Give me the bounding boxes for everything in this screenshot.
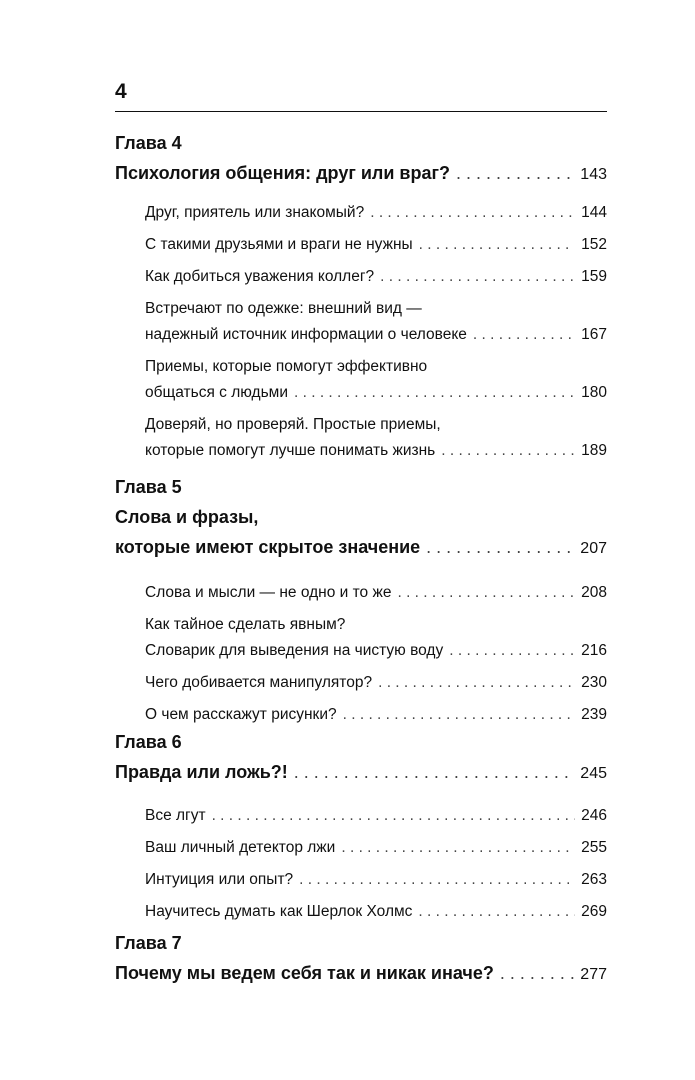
chapter-title[interactable]: [115, 532, 607, 562]
chapter-7: [115, 928, 607, 988]
entry-title-line: Встречают по одежке: внешний вид —: [145, 300, 422, 317]
entry-page-number: 239: [581, 706, 607, 723]
entry-title: Ваш личный детектор лжи: [145, 839, 336, 856]
dot-leader: [418, 899, 575, 925]
dot-leader: [426, 532, 574, 562]
toc-entry[interactable]: [145, 803, 607, 829]
entry-title: которые помогут лучше понимать жизнь: [145, 442, 436, 459]
entry-page-number: 152: [581, 236, 607, 253]
dot-leader: [397, 580, 575, 606]
toc-entry[interactable]: [145, 899, 607, 925]
entry-page-number: 263: [581, 871, 607, 888]
chapter-title-text: которые имеют скрытое значение: [115, 537, 421, 557]
entry-page-number: 180: [581, 384, 607, 401]
dot-leader: [449, 638, 575, 664]
toc-entry[interactable]: [145, 612, 607, 664]
entry-title: О чем расскажут рисунки?: [145, 706, 337, 723]
entry-page-number: 255: [581, 839, 607, 856]
chapter-title[interactable]: [115, 958, 607, 988]
chapter-title[interactable]: [115, 158, 607, 188]
chapter-5: [115, 472, 607, 728]
chapter-title[interactable]: [115, 757, 607, 787]
entry-title: С такими друзьями и враги не нужны: [145, 236, 413, 253]
chapter-label: Глава 5: [115, 477, 182, 497]
dot-leader: [378, 670, 575, 696]
chapter-6: [115, 727, 607, 925]
dot-leader: [294, 757, 575, 787]
toc-entry[interactable]: [145, 670, 607, 696]
entry-title-line: Доверяй, но проверяй. Простые приемы,: [145, 416, 441, 433]
toc-entry[interactable]: [145, 412, 607, 464]
toc-entry[interactable]: [145, 702, 607, 728]
toc-entry[interactable]: [145, 264, 607, 290]
entry-title: Словарик для выведения на чистую воду: [145, 642, 444, 659]
entry-title: Слова и мысли — не одно и то же: [145, 584, 392, 601]
chapter-title-text: Психология общения: друг или враг?: [115, 163, 450, 183]
chapter-title-first-line[interactable]: Слова и фразы,: [115, 507, 259, 527]
dot-leader: [473, 322, 575, 348]
chapter-label: Глава 6: [115, 732, 182, 752]
dot-leader: [441, 438, 575, 464]
entry-title: общаться с людьми: [145, 384, 288, 401]
dot-leader: [343, 702, 576, 728]
chapter-4: [115, 128, 607, 464]
dot-leader: [370, 200, 575, 226]
chapter-title-text: Почему мы ведем себя так и никак иначе?: [115, 963, 494, 983]
entry-page-number: 159: [581, 268, 607, 285]
dot-leader: [500, 958, 574, 988]
dot-leader: [299, 867, 575, 893]
entry-page-number: 189: [581, 442, 607, 459]
toc-entry[interactable]: [145, 835, 607, 861]
entry-title: Все лгут: [145, 807, 206, 824]
entry-page-number: 269: [581, 903, 607, 920]
entry-page-number: 167: [581, 326, 607, 343]
dot-leader: [294, 380, 575, 406]
entry-page-number: 230: [581, 674, 607, 691]
entry-title: Как добиться уважения коллег?: [145, 268, 375, 285]
toc-entry[interactable]: [145, 867, 607, 893]
dot-leader: [212, 803, 576, 829]
dot-leader: [341, 835, 575, 861]
toc-entry[interactable]: [145, 296, 607, 348]
toc-entry[interactable]: [145, 200, 607, 226]
header-rule: [115, 111, 607, 112]
chapter-title-text: Правда или ложь?!: [115, 762, 288, 782]
entry-page-number: 216: [581, 642, 607, 659]
dot-leader: [456, 158, 574, 188]
entry-title: Чего добивается манипулятор?: [145, 674, 373, 691]
dot-leader: [419, 232, 575, 258]
entry-title: Друг, приятель или знакомый?: [145, 204, 365, 221]
chapter-page-number: 245: [580, 765, 607, 782]
toc-entry[interactable]: [145, 354, 607, 406]
chapter-page-number: 143: [580, 166, 607, 183]
dot-leader: [380, 264, 575, 290]
entry-title-line: Приемы, которые помогут эффективно: [145, 358, 428, 375]
entry-title: надежный источник информации о человеке: [145, 326, 467, 343]
entry-page-number: 144: [581, 204, 607, 221]
entry-title-line: Как тайное сделать явным?: [145, 616, 346, 633]
chapter-label: Глава 7: [115, 933, 182, 953]
chapter-page-number: 207: [580, 540, 607, 557]
entry-page-number: 246: [581, 807, 607, 824]
entry-title: Научитесь думать как Шерлок Холмс: [145, 903, 413, 920]
page-number: 4: [115, 80, 127, 103]
chapter-label: Глава 4: [115, 133, 182, 153]
chapter-page-number: 277: [580, 966, 607, 983]
toc-entry[interactable]: [145, 580, 607, 606]
entry-title: Интуиция или опыт?: [145, 871, 294, 888]
entry-page-number: 208: [581, 584, 607, 601]
toc-entry[interactable]: [145, 232, 607, 258]
